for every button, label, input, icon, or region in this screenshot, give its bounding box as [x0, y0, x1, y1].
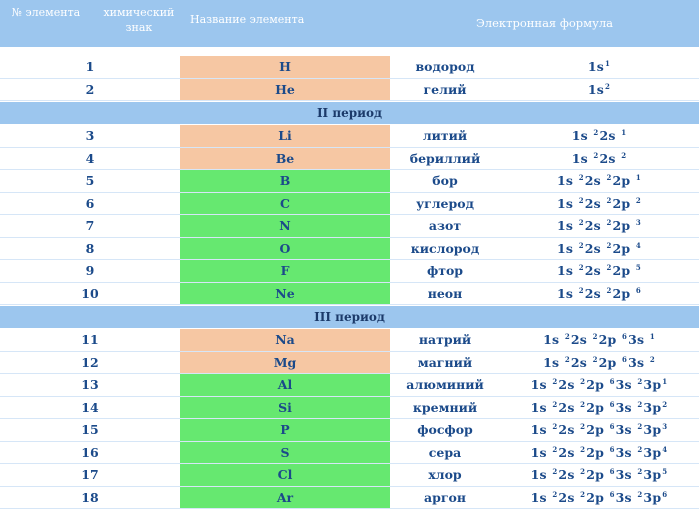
element-name: фосфор — [390, 419, 500, 442]
table-row — [0, 397, 699, 420]
formula-term: 1s — [572, 128, 593, 143]
element-number: 17 — [0, 464, 180, 487]
formula-exponent: 6 — [610, 400, 615, 409]
formula-exponent: 2 — [621, 151, 626, 160]
table-header-row — [0, 0, 699, 49]
formula-exponent: 2 — [580, 445, 585, 454]
formula-exponent: 2 — [552, 377, 557, 386]
formula-term: 3s — [616, 490, 637, 505]
formula-term: 3p — [643, 377, 661, 392]
electron-formula — [500, 329, 699, 352]
table-row — [0, 260, 699, 283]
formula-exponent: 2 — [580, 400, 585, 409]
table-row — [0, 215, 699, 238]
formula-exponent: 1 — [662, 377, 667, 386]
formula-exponent: 2 — [606, 241, 611, 250]
electron-formula — [500, 56, 699, 79]
formula-term: 2p — [599, 355, 621, 370]
formula-exponent: 6 — [662, 490, 667, 499]
formula-term: 2p — [586, 467, 608, 482]
element-name: литий — [390, 125, 500, 148]
header-number: № элемента — [0, 5, 92, 20]
formula-exponent: 6 — [610, 422, 615, 431]
formula-exponent: 2 — [579, 196, 584, 205]
formula-term: 1s — [588, 82, 604, 97]
element-symbol: Be — [180, 148, 390, 171]
formula-term: 1s — [531, 490, 552, 505]
table-row — [0, 374, 699, 397]
formula-term: 1s — [557, 241, 578, 256]
element-number: 14 — [0, 397, 180, 420]
element-name: бор — [390, 170, 500, 193]
header-formula: Электронная формула — [390, 0, 699, 49]
header-symbol: химический знак — [92, 5, 180, 35]
formula-term: 2p — [613, 263, 635, 278]
formula-term: 2p — [613, 286, 635, 301]
formula-term: 2s — [558, 445, 579, 460]
electron-formula — [500, 148, 699, 171]
formula-exponent: 1 — [650, 332, 655, 341]
element-number: 7 — [0, 215, 180, 238]
formula-exponent: 2 — [579, 286, 584, 295]
formula-exponent: 2 — [552, 490, 557, 499]
element-symbol: Mg — [180, 352, 390, 375]
table-row — [0, 487, 699, 509]
electron-formula — [500, 79, 699, 102]
element-number: 6 — [0, 193, 180, 216]
table-row — [0, 464, 699, 487]
formula-exponent: 6 — [622, 332, 627, 341]
formula-exponent: 1 — [605, 59, 610, 68]
formula-term: 2p — [586, 377, 608, 392]
formula-exponent: 2 — [650, 355, 655, 364]
period-label: II период — [0, 101, 699, 125]
period-row — [0, 305, 699, 329]
formula-term: 2s — [585, 241, 606, 256]
electron-formula — [500, 397, 699, 420]
element-name: углерод — [390, 193, 500, 216]
formula-exponent: 4 — [636, 241, 641, 250]
formula-exponent: 4 — [662, 445, 667, 454]
formula-exponent: 2 — [579, 173, 584, 182]
formula-term: 3p — [643, 490, 661, 505]
formula-exponent: 2 — [606, 218, 611, 227]
formula-exponent: 5 — [662, 467, 667, 476]
element-number: 13 — [0, 374, 180, 397]
electron-formula — [500, 215, 699, 238]
element-number: 3 — [0, 125, 180, 148]
formula-term: 2p — [613, 173, 635, 188]
formula-term: 2s — [558, 377, 579, 392]
table-row — [0, 193, 699, 216]
element-name: сера — [390, 442, 500, 465]
electron-formula — [500, 238, 699, 261]
formula-exponent: 2 — [593, 355, 598, 364]
formula-term: 2p — [599, 332, 621, 347]
formula-term: 2p — [613, 241, 635, 256]
formula-term: 2p — [586, 422, 608, 437]
table-row — [0, 442, 699, 465]
formula-term: 1s — [557, 173, 578, 188]
element-symbol: Ar — [180, 487, 390, 509]
table-row — [0, 148, 699, 171]
electron-formula — [500, 283, 699, 306]
element-name: азот — [390, 215, 500, 238]
formula-term: 2s — [585, 286, 606, 301]
formula-exponent: 2 — [637, 490, 642, 499]
formula-exponent: 2 — [605, 82, 610, 91]
formula-term: 1s — [543, 355, 564, 370]
formula-term: 1s — [531, 422, 552, 437]
formula-term: 3p — [643, 400, 661, 415]
formula-term: 2p — [586, 400, 608, 415]
element-symbol: He — [180, 79, 390, 102]
formula-term: 2s — [600, 128, 621, 143]
element-number: 10 — [0, 283, 180, 306]
element-number: 11 — [0, 329, 180, 352]
element-name: неон — [390, 283, 500, 306]
formula-term: 2s — [585, 218, 606, 233]
electron-formula — [500, 193, 699, 216]
element-name: фтор — [390, 260, 500, 283]
element-symbol: F — [180, 260, 390, 283]
formula-exponent: 6 — [610, 377, 615, 386]
formula-exponent: 2 — [552, 422, 557, 431]
electron-formula — [500, 487, 699, 509]
formula-term: 1s — [531, 467, 552, 482]
element-number: 4 — [0, 148, 180, 171]
formula-exponent: 3 — [662, 422, 667, 431]
formula-exponent: 2 — [662, 400, 667, 409]
element-name: водород — [390, 56, 500, 79]
header-spacer — [0, 49, 699, 56]
formula-term: 3p — [643, 445, 661, 460]
formula-exponent: 2 — [636, 196, 641, 205]
electron-formula — [500, 464, 699, 487]
table-row — [0, 79, 699, 102]
element-symbol: Si — [180, 397, 390, 420]
formula-exponent: 6 — [622, 355, 627, 364]
element-number: 9 — [0, 260, 180, 283]
formula-exponent: 2 — [580, 490, 585, 499]
table-row — [0, 419, 699, 442]
element-symbol: B — [180, 170, 390, 193]
formula-exponent: 6 — [610, 490, 615, 499]
element-number: 5 — [0, 170, 180, 193]
element-symbol: P — [180, 419, 390, 442]
period-label: III период — [0, 305, 699, 329]
electron-formula — [500, 419, 699, 442]
electron-formula — [500, 125, 699, 148]
formula-exponent: 2 — [580, 377, 585, 386]
formula-exponent: 3 — [636, 218, 641, 227]
element-number: 15 — [0, 419, 180, 442]
formula-exponent: 2 — [580, 467, 585, 476]
formula-term: 3s — [628, 355, 649, 370]
formula-exponent: 2 — [552, 445, 557, 454]
formula-term: 2p — [613, 196, 635, 211]
element-number: 1 — [0, 56, 180, 79]
element-name: алюминий — [390, 374, 500, 397]
formula-exponent: 1 — [621, 128, 626, 137]
header-cell — [0, 0, 180, 49]
formula-exponent: 2 — [637, 377, 642, 386]
table-row — [0, 56, 699, 79]
header-name: Название элемента — [180, 12, 390, 27]
element-number: 18 — [0, 487, 180, 509]
element-number: 16 — [0, 442, 180, 465]
table-row — [0, 283, 699, 306]
formula-term: 2s — [558, 400, 579, 415]
formula-exponent: 2 — [580, 422, 585, 431]
formula-term: 2p — [586, 490, 608, 505]
element-symbol: Ne — [180, 283, 390, 306]
formula-term: 1s — [557, 286, 578, 301]
element-name: натрий — [390, 329, 500, 352]
table-row — [0, 352, 699, 375]
formula-exponent: 2 — [637, 445, 642, 454]
element-symbol: O — [180, 238, 390, 261]
element-name: кислород — [390, 238, 500, 261]
formula-term: 1s — [531, 400, 552, 415]
formula-term: 3s — [616, 445, 637, 460]
formula-exponent: 2 — [593, 332, 598, 341]
formula-term: 2p — [586, 445, 608, 460]
formula-term: 2s — [558, 467, 579, 482]
element-symbol: Al — [180, 374, 390, 397]
formula-term: 3s — [616, 400, 637, 415]
formula-exponent: 6 — [636, 286, 641, 295]
formula-exponent: 2 — [606, 263, 611, 272]
formula-term: 1s — [557, 196, 578, 211]
formula-term: 1s — [557, 263, 578, 278]
formula-exponent: 2 — [565, 355, 570, 364]
formula-exponent: 5 — [636, 263, 641, 272]
formula-exponent: 2 — [606, 286, 611, 295]
element-name: бериллий — [390, 148, 500, 171]
formula-term: 3s — [628, 332, 649, 347]
formula-term: 1s — [557, 218, 578, 233]
element-symbol: C — [180, 193, 390, 216]
element-name: хлор — [390, 464, 500, 487]
formula-term: 2p — [613, 218, 635, 233]
element-symbol: S — [180, 442, 390, 465]
formula-term: 2s — [571, 332, 592, 347]
element-symbol: Li — [180, 125, 390, 148]
electron-formula — [500, 260, 699, 283]
formula-exponent: 2 — [593, 151, 598, 160]
formula-term: 2s — [558, 490, 579, 505]
table-row — [0, 170, 699, 193]
formula-exponent: 2 — [552, 400, 557, 409]
formula-term: 2s — [585, 196, 606, 211]
electron-formula — [500, 442, 699, 465]
formula-term: 3s — [616, 377, 637, 392]
formula-term: 3p — [643, 422, 661, 437]
element-name: аргон — [390, 487, 500, 509]
formula-exponent: 6 — [610, 445, 615, 454]
period-row — [0, 101, 699, 125]
electron-formula — [500, 170, 699, 193]
table-row — [0, 125, 699, 148]
element-name: гелий — [390, 79, 500, 102]
formula-exponent: 2 — [552, 467, 557, 476]
electron-formula — [500, 352, 699, 375]
formula-exponent: 1 — [636, 173, 641, 182]
table-row — [0, 238, 699, 261]
formula-exponent: 2 — [579, 263, 584, 272]
formula-term: 1s — [543, 332, 564, 347]
formula-term: 2s — [558, 422, 579, 437]
formula-exponent: 6 — [610, 467, 615, 476]
formula-term: 3s — [616, 422, 637, 437]
element-name: магний — [390, 352, 500, 375]
formula-term: 2s — [585, 173, 606, 188]
table-row — [0, 329, 699, 352]
formula-exponent: 2 — [637, 400, 642, 409]
header-cell — [180, 0, 390, 49]
electron-formula — [500, 374, 699, 397]
formula-term: 1s — [588, 59, 604, 74]
formula-term: 1s — [572, 151, 593, 166]
element-number: 2 — [0, 79, 180, 102]
element-number: 12 — [0, 352, 180, 375]
element-symbol: Na — [180, 329, 390, 352]
element-symbol: Cl — [180, 464, 390, 487]
element-symbol: H — [180, 56, 390, 79]
spacer-cell — [0, 49, 699, 56]
element-number: 8 — [0, 238, 180, 261]
formula-exponent: 2 — [637, 422, 642, 431]
formula-exponent: 2 — [606, 173, 611, 182]
element-symbol: N — [180, 215, 390, 238]
formula-exponent: 2 — [579, 218, 584, 227]
formula-exponent: 2 — [593, 128, 598, 137]
formula-term: 3s — [616, 467, 637, 482]
element-name: кремний — [390, 397, 500, 420]
formula-term: 2s — [571, 355, 592, 370]
formula-exponent: 2 — [565, 332, 570, 341]
formula-exponent: 2 — [606, 196, 611, 205]
formula-term: 3p — [643, 467, 661, 482]
formula-term: 2s — [600, 151, 621, 166]
formula-term: 1s — [531, 445, 552, 460]
formula-term: 2s — [585, 263, 606, 278]
formula-exponent: 2 — [579, 241, 584, 250]
formula-term: 1s — [531, 377, 552, 392]
formula-exponent: 2 — [637, 467, 642, 476]
